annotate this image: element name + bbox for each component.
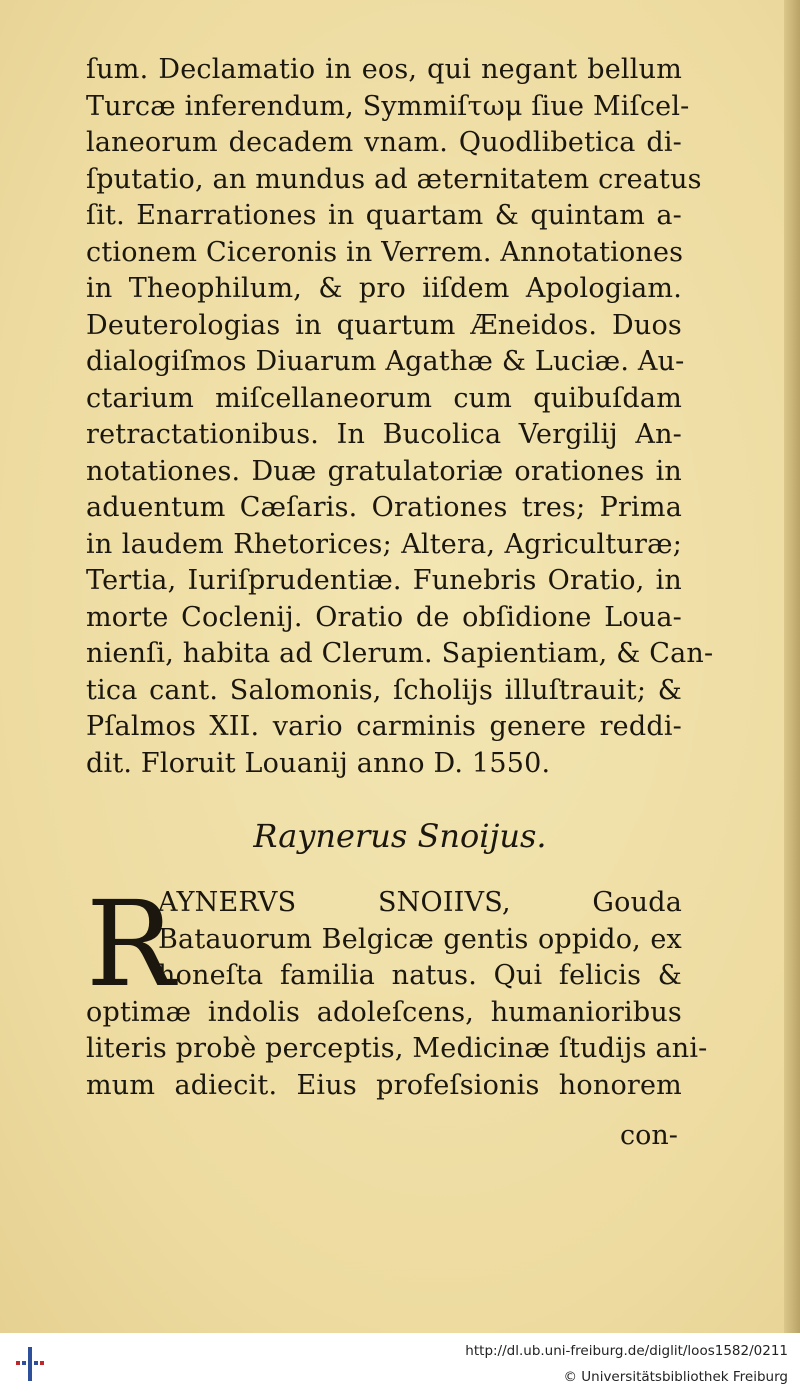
library-logo-icon [14, 1347, 46, 1381]
text-line: honeſta familia natus. Qui felicis & [158, 960, 682, 991]
text-line: dit. Floruit Louanij anno D. 1550. [86, 747, 551, 779]
text-line: Batauorum Belgicæ gentis oppido, ex [158, 923, 682, 955]
catchword: con- [620, 1120, 678, 1151]
text-line: retractationibus. In Bucolica Vergilij An- [86, 419, 682, 450]
drop-cap: R [86, 875, 175, 1013]
source-url-link[interactable]: http://dl.ub.uni-freiburg.de/diglit/loos1582/0211 [465, 1343, 788, 1359]
footer-bar [0, 1333, 800, 1394]
text-line: Pſalmos XII. vario carminis genere reddi- [86, 711, 682, 742]
text-line: aduentum Cæſaris. Orationes tres; Prima [86, 492, 682, 523]
text-line: laneorum decadem vnam. Quodlibetica di- [86, 127, 682, 158]
text-line: ſit. Enarrationes in quartam & quintam a- [86, 200, 682, 231]
text-line: mum adiecit. Eius profeſsionis honorem [86, 1069, 682, 1101]
text-line: ctionem Ciceronis in Verrem. Annotationes [86, 236, 684, 268]
text-line: ſum. Declamatio in eos, qui negant bellum [86, 54, 682, 85]
page-edge [784, 0, 800, 1333]
text-line: ſputatio, an mundus ad æternitatem creatus [86, 163, 702, 195]
text-line: notationes. Duæ gratulatoriæ orationes in [86, 455, 682, 487]
text-line: morte Coclenij. Oratio de obſidione Loua- [86, 601, 682, 633]
text-line: in Theophilum, & pro iiſdem Apologiam. [86, 273, 682, 304]
text-line: dialogiſmos Diuarum Agathæ & Luciæ. Au- [86, 346, 685, 377]
text-line: nienſi, habita ad Clerum. Sapientiam, & Can- [86, 638, 714, 669]
body-text [86, 52, 714, 782]
text-line: ctarium miſcellaneorum cum quibuſdam [86, 382, 682, 414]
text-line: AYNERVS SNOIIVS, Gouda [158, 887, 682, 918]
text-line: Turcæ inferendum, Symmiſτωμ ſiue Miſcel- [86, 90, 690, 122]
text-line: optimæ indolis adoleſcens, humanioribus [86, 996, 682, 1028]
text-line: literis probè perceptis, Medicinæ ſtudijs ani- [86, 1033, 708, 1064]
paragraph [86, 875, 708, 1104]
copyright-text: © Universitätsbibliothek Freiburg [563, 1369, 788, 1385]
section-heading: Raynerus Snoijus. [253, 817, 547, 855]
text-line: Deuterologias in quartum Æneidos. Duos [86, 309, 682, 341]
text-line: in laudem Rhetorices; Altera, Agriculturæ; [86, 528, 682, 560]
text-line: Tertia, Iuriſprudentiæ. Funebris Oratio, in [86, 565, 682, 596]
text-line: tica cant. Salomonis, ſcholijs illuſtrauit; & [86, 674, 682, 706]
